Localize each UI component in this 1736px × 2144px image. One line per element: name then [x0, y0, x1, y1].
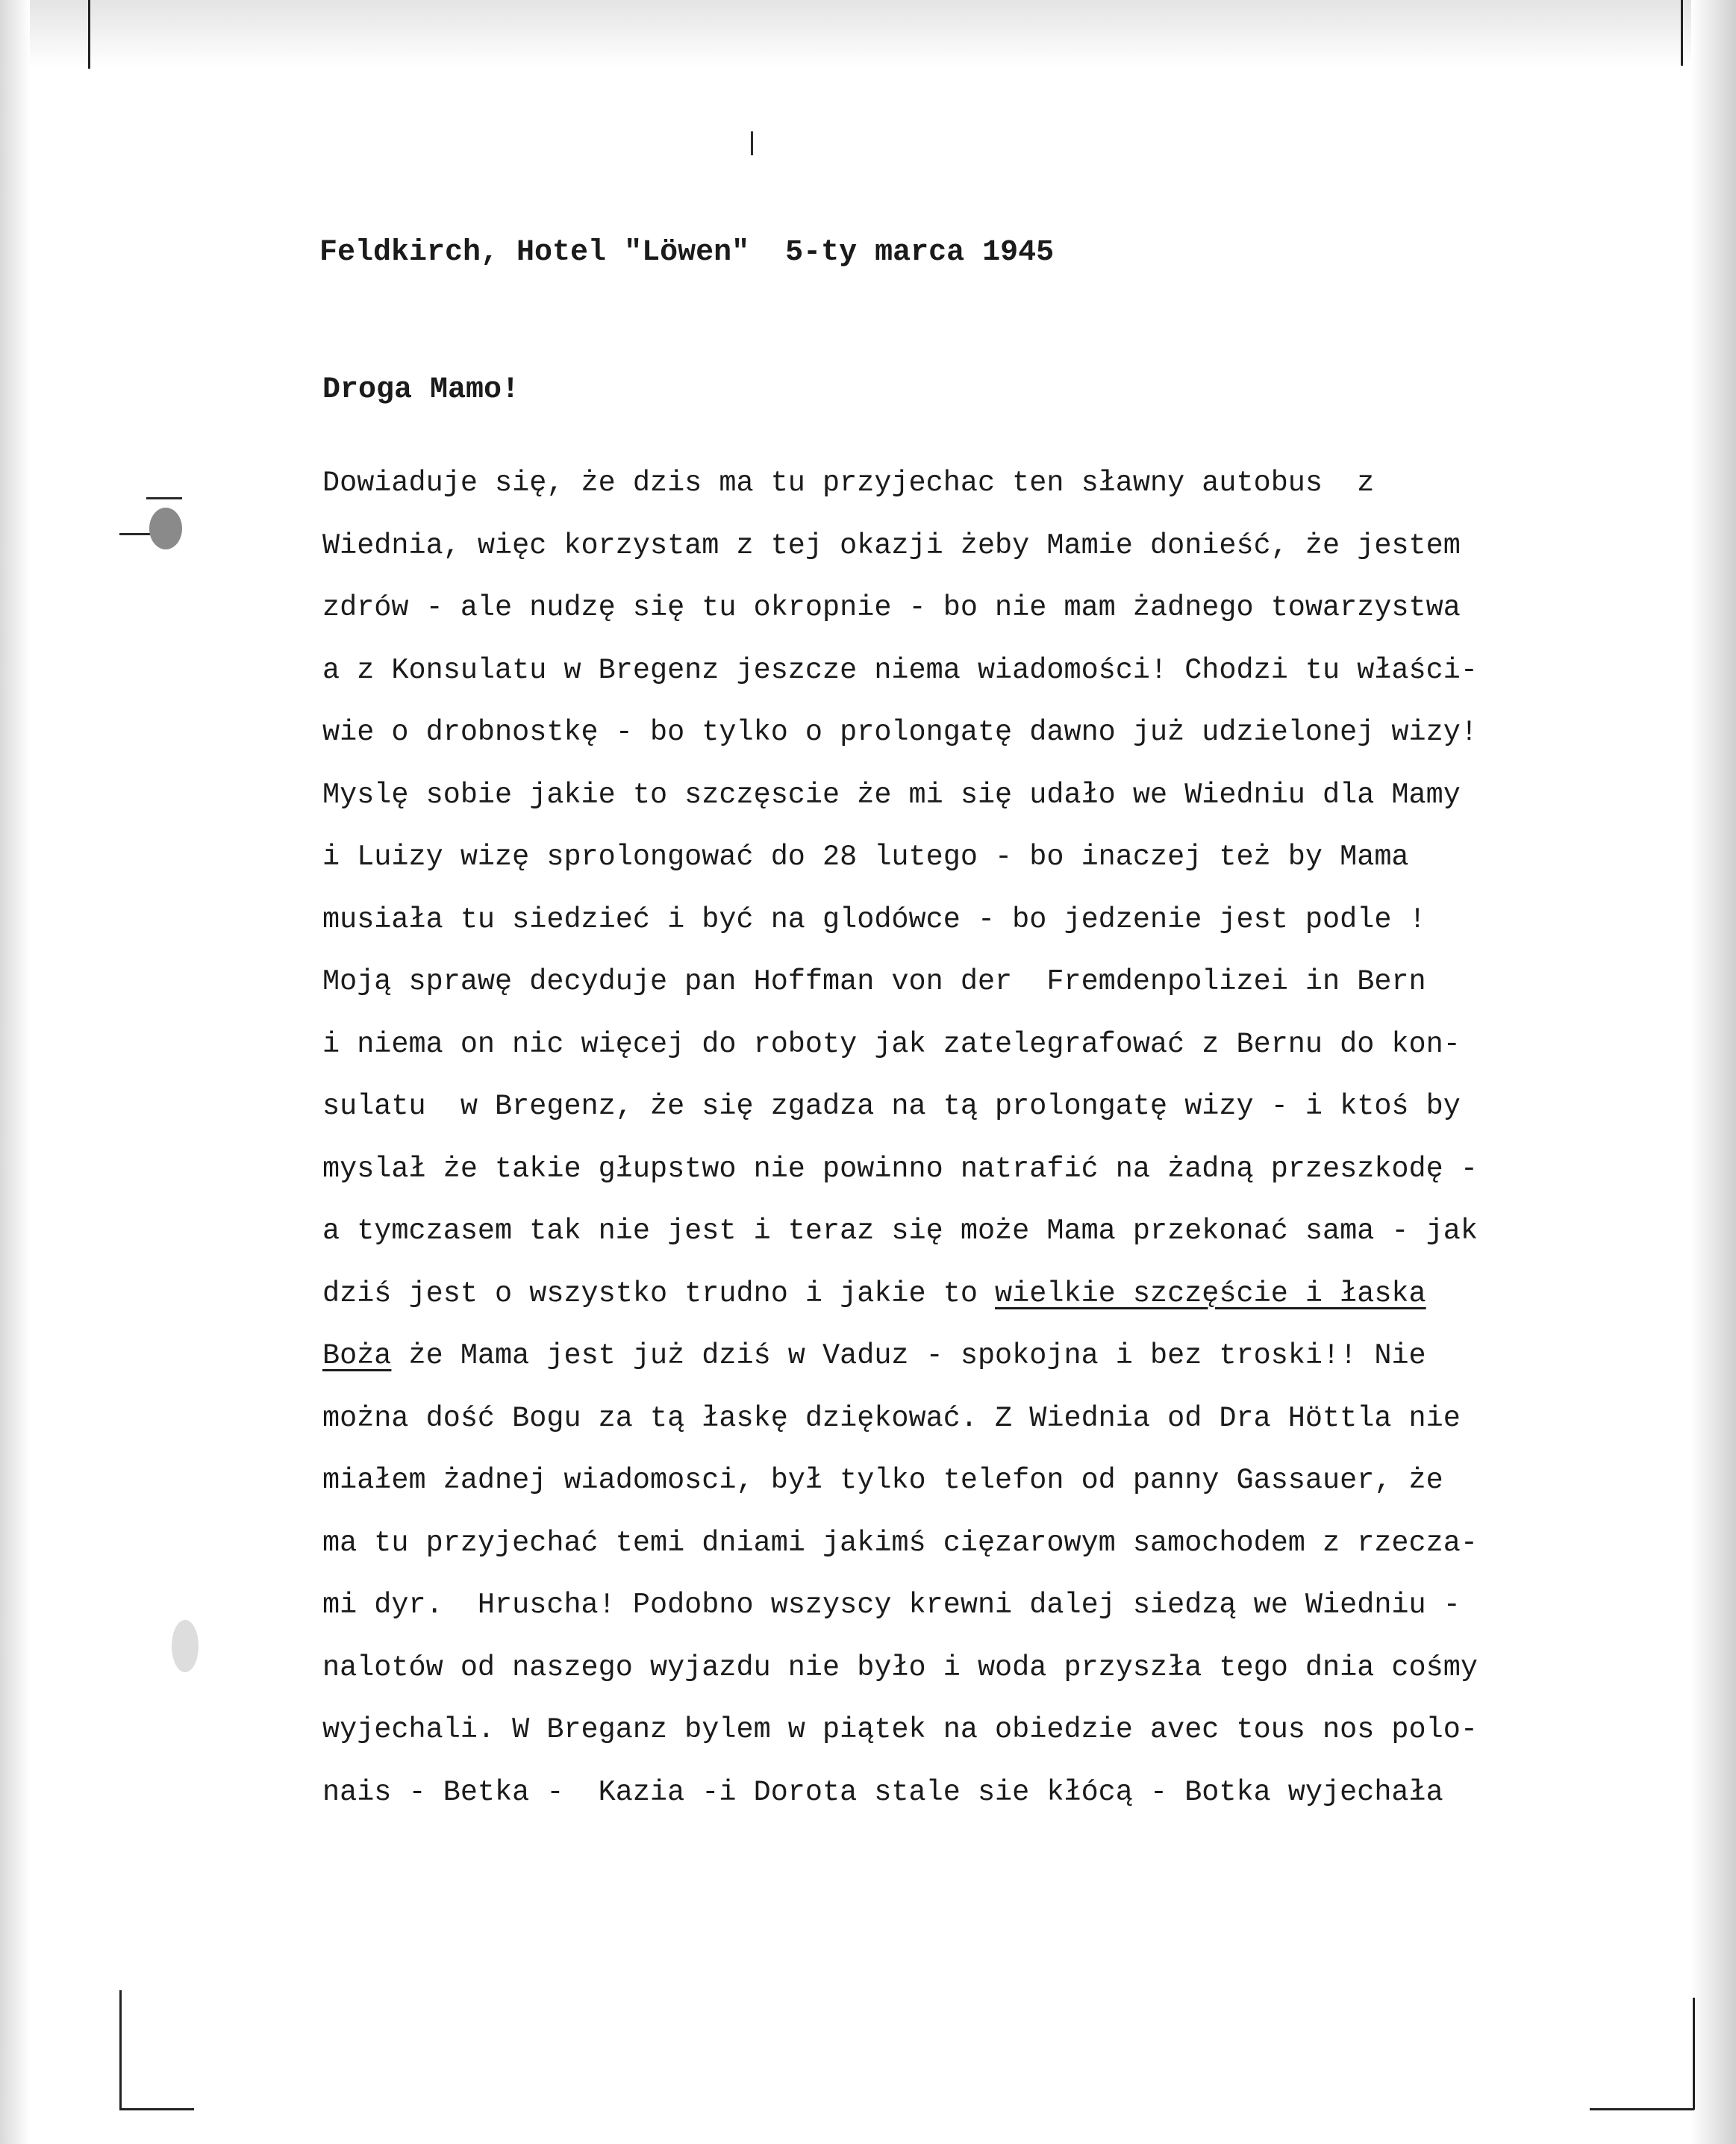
- edge-line-bottom-right-foot: [1590, 2108, 1694, 2110]
- body-line: Wiednia, więc korzystam z tej okazji żeby Mamie donieść, że jestem: [322, 529, 1461, 562]
- body-line: musiała tu siedzieć i być na glodówce - bo jedzenie jest podle !: [322, 903, 1426, 936]
- body-line: mi dyr. Hruscha! Podobno wszyscy krewni dalej siedzą we Wiedniu -: [322, 1589, 1461, 1621]
- body-line: i niema on nic więcej do roboty jak zatelegrafować z Bernu do kon-: [322, 1027, 1461, 1061]
- body-line: a tymczasem tak nie jest i teraz się może Mama przekonać sama - jak: [322, 1215, 1478, 1247]
- body-line: dziś jest o wszystko trudno i jakie to wielkie szczęście i łaska: [322, 1277, 1426, 1310]
- body-line: Dowiaduje się, że dzis ma tu przyjechac ten sławny autobus z: [322, 467, 1375, 499]
- body-line: a z Konsulatu w Bregenz jeszcze niema wiadomości! Chodzi tu właści-: [322, 653, 1478, 687]
- body-line: nais - Betka - Kazia -i Dorota stale sie kłócą - Botka wyjechała: [322, 1775, 1443, 1809]
- edge-line-bottom-left: [119, 1990, 122, 2110]
- underlined-phrase: wielkie szczęście i łaska: [995, 1277, 1426, 1310]
- body-line: Moją sprawę decyduje pan Hoffman von der Fremdenpolizei in Bern: [322, 965, 1426, 998]
- edge-line-bottom-right: [1693, 1998, 1695, 2110]
- body-line: i Luizy wizę sprolongować do 28 lutego - bo inaczej też by Mama: [322, 841, 1409, 873]
- body-line: nalotów od naszego wyjazdu nie było i woda przyszła tego dnia cośmy: [322, 1651, 1478, 1684]
- body-line: można dość Bogu za tą łaskę dziękować. Z Wiednia od Dra Höttla nie: [322, 1401, 1461, 1435]
- edge-line-bottom-left-foot: [119, 2108, 194, 2110]
- body-line: Myslę sobie jakie to szczęscie że mi się udało we Wiedniu dla Mamy: [322, 778, 1461, 811]
- scan-shadow-right: [1691, 0, 1736, 2144]
- letter-body: [322, 452, 1606, 1824]
- edge-line-top-right: [1681, 0, 1683, 66]
- body-line: wyjechali. W Breganz bylem w piątek na obiedzie avec tous nos polo-: [322, 1713, 1478, 1746]
- margin-dash-2: [146, 497, 182, 499]
- body-line: sulatu w Bregenz, że się zgadza na tą prolongatę wizy - i ktoś by: [322, 1090, 1461, 1123]
- body-line: miałem żadnej wiadomosci, był tylko telefon od panny Gassauer, że: [322, 1464, 1443, 1497]
- salutation: Droga Mamo!: [322, 373, 520, 407]
- top-tick: [751, 131, 753, 155]
- body-line: ma tu przyjechać temi dniami jakimś cięzarowym samochodem z rzecza-: [322, 1526, 1478, 1559]
- scan-shadow-left: [0, 0, 30, 2144]
- ink-blot: [149, 508, 182, 549]
- body-line: wie o drobnostkę - bo tylko o prolongatę dawno już udzielonej wizy!: [322, 716, 1478, 749]
- body-line: myslał że takie głupstwo nie powinno natrafić na żadną przeszkodę -: [322, 1152, 1478, 1185]
- smudge: [172, 1620, 199, 1672]
- underlined-phrase: Boża: [322, 1339, 392, 1372]
- scan-shadow-top: [0, 0, 1736, 67]
- letter-header: Feldkirch, Hotel "Löwen" 5-ty marca 1945: [319, 236, 1055, 269]
- body-line: Boża że Mama jest już dziś w Vaduz - spokojna i bez troski!! Nie: [322, 1339, 1426, 1372]
- edge-line-top-left: [88, 0, 90, 69]
- body-line: zdrów - ale nudzę się tu okropnie - bo nie mam żadnego towarzystwa: [322, 591, 1461, 624]
